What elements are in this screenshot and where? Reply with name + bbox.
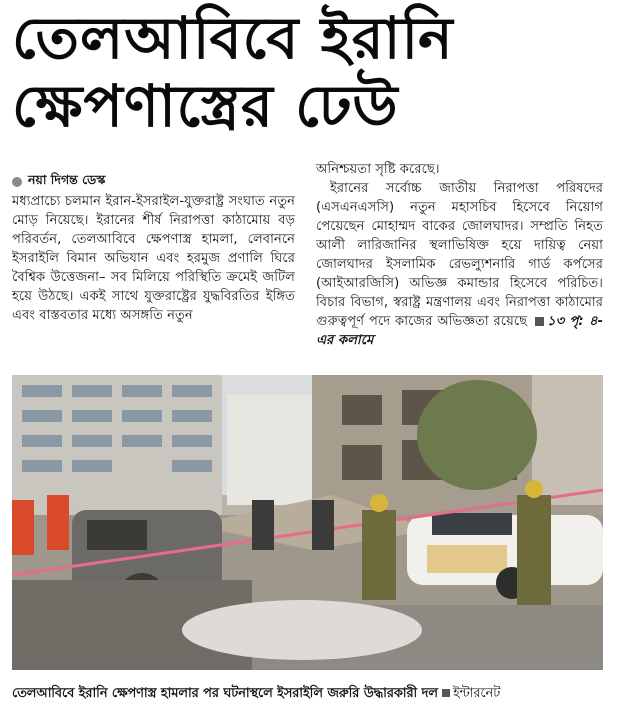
article-text-right: ইরানের সর্বোচ্চ জাতীয় নিরাপত্তা পরিষদের (এসএনএসসি) নতুন মহাসচিব হিসেবে নিয়োগ পেয়েছেন মোহাম্মদ বাকের জোলঘাদর। সম্প্রতি নিহত আলী লারিজানির স্থলাভিষিক্ত হয়ে দায়িত্ব নেয়া জোলঘাদর ইসলামিক রেভল্যুশনারি গার্ড কর্পসের (আইআরজিসি) অভিজ্ঞ কমান্ডার হিসেবে পরিচিত। বিচার বিভাগ, স্বরাষ্ট্র মন্ত্রণালয় এবং নিরাপত্তা কাঠামোর গুরুত্বপূর্ণ পদে কাজের অভিজ্ঞতা রয়েছে <box>316 181 603 329</box>
square-bullet-icon <box>442 689 450 697</box>
article-paragraph <box>316 179 603 350</box>
article-text-continuation: অনিশ্চয়তা সৃষ্টি করেছে। <box>316 162 440 177</box>
photo-caption <box>12 684 607 705</box>
headline <box>12 4 612 140</box>
jump-reference[interactable]: ১৩ পৃ: ৪-এর কলামে <box>316 314 603 348</box>
article-column-right <box>316 160 603 350</box>
byline <box>12 172 105 192</box>
headline-line-1: তেলআবিবে ইরানি <box>12 4 454 72</box>
square-bullet-icon <box>535 317 544 326</box>
bullet-icon <box>12 177 22 187</box>
headline-line-2: ক্ষেপণাস্ত্রের ঢেউ <box>12 72 399 140</box>
caption-text: তেলআবিবে ইরানি ক্ষেপণাস্ত্র হামলার পর ঘটনাস্থলে ইসরাইলি জরুরি উদ্ধারকারী দল <box>12 686 438 701</box>
article-column-left <box>12 192 295 325</box>
photo-image <box>12 375 603 670</box>
article-text-left: মধ্যপ্রাচ্যে চলমান ইরান-ইসরাইল-যুক্তরাষ্ট্র সংঘাত নতুন মোড় নিয়েছে। ইরানের শীর্ষ নিরাপত্তা কাঠামোয় বড় পরিবর্তন, তেলআবিবে ক্ষেপণাস্ত্র হামলা, লেবাননে ইসরাইলি বিমান অভিযান এবং হরমুজ প্রণালি ঘিরে বৈশ্বিক উত্তেজনা– সব মিলিয়ে পরিস্থিতি ক্রমেই জটিল হয়ে উঠছে। একই সাথে যুক্তরাষ্ট্রের যুদ্ধবিরতির ইঙ্গিত এবং বাস্তবতার মধ্যে অসঙ্গতি নতুন <box>12 194 295 323</box>
news-photo <box>12 375 603 670</box>
byline-text: নয়া দিগন্ত ডেস্ক <box>28 172 106 187</box>
caption-source: ইন্টারনেট <box>452 686 501 701</box>
